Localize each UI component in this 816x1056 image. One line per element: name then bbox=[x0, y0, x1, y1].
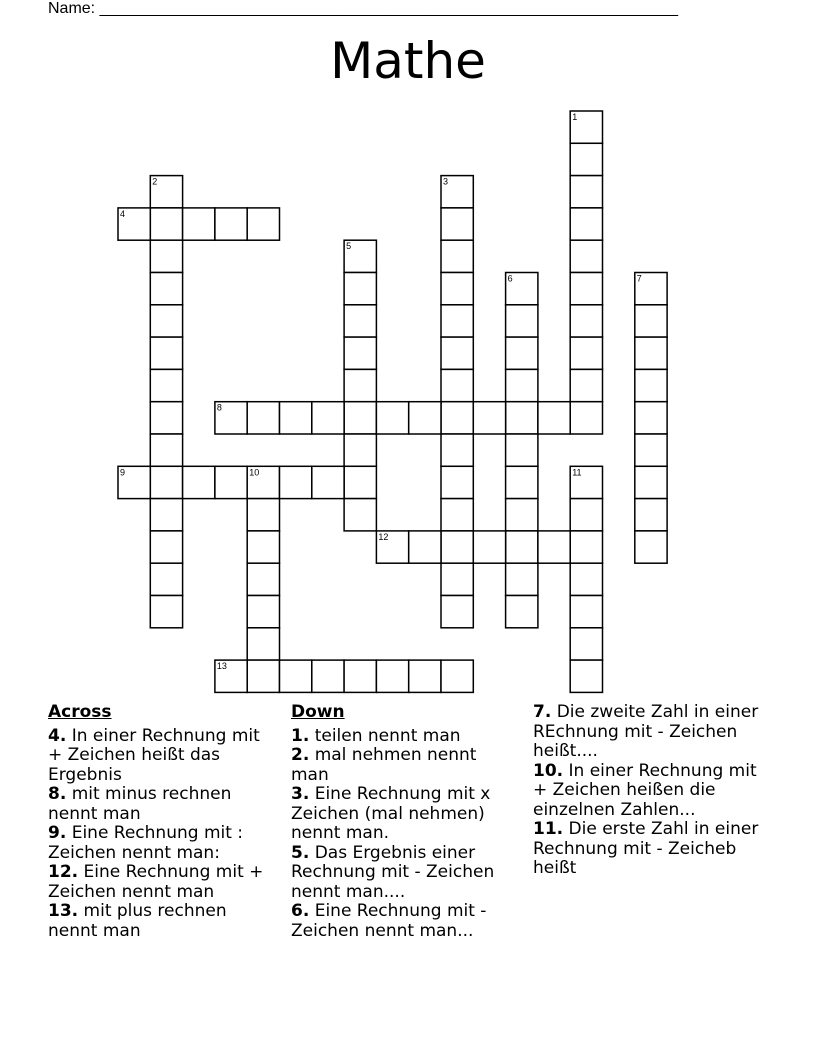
grid-cell[interactable] bbox=[570, 596, 602, 628]
grid-cell[interactable] bbox=[441, 499, 473, 531]
grid-cell[interactable] bbox=[150, 402, 182, 434]
clue-number: 12. bbox=[48, 862, 79, 882]
cell-number: 1 bbox=[572, 112, 578, 122]
clue-number: 13. bbox=[48, 901, 79, 921]
clue-number: 7. bbox=[533, 702, 552, 722]
clue-number: 2. bbox=[291, 745, 310, 765]
clue-down-6 bbox=[291, 902, 516, 941]
grid-cell[interactable] bbox=[570, 402, 602, 434]
cell-number: 5 bbox=[346, 241, 352, 252]
grid-cell[interactable] bbox=[409, 402, 441, 434]
grid-cell[interactable] bbox=[506, 434, 538, 466]
clue-down-3 bbox=[291, 785, 516, 844]
clue-across-8 bbox=[48, 785, 273, 824]
clue-number: 8. bbox=[48, 784, 67, 804]
grid-cell[interactable] bbox=[506, 596, 538, 628]
grid-cell[interactable] bbox=[570, 111, 602, 143]
grid-cell[interactable] bbox=[570, 208, 602, 240]
grid-cell[interactable] bbox=[280, 402, 312, 434]
grid-cell[interactable] bbox=[312, 402, 344, 434]
grid-cell[interactable] bbox=[312, 660, 344, 692]
grid-cell[interactable] bbox=[538, 531, 570, 563]
clue-number: 1. bbox=[291, 725, 310, 746]
grid-cell[interactable] bbox=[441, 337, 473, 369]
clue-down-11 bbox=[533, 820, 768, 879]
grid-cell[interactable] bbox=[312, 466, 344, 498]
clue-text: Eine Rechnung mit x Zeichen (mal nehmen) nennt man. bbox=[291, 784, 491, 843]
clue-text: Eine Rechnung mit : Zeichen nennt man: bbox=[48, 823, 244, 863]
grid-cell[interactable] bbox=[150, 337, 182, 369]
clue-text: Die zweite Zahl in einer REchnung mit - Zeichen heißt.... bbox=[533, 702, 759, 761]
down-clues-continued bbox=[533, 703, 768, 879]
cell-number: 7 bbox=[636, 273, 642, 284]
grid-cell[interactable] bbox=[538, 402, 570, 434]
grid-cell[interactable] bbox=[635, 369, 667, 401]
grid-cell[interactable] bbox=[344, 337, 376, 369]
grid-cell[interactable] bbox=[150, 596, 182, 628]
grid-cell[interactable] bbox=[150, 531, 182, 563]
grid-cell[interactable] bbox=[506, 305, 538, 337]
grid-cell[interactable] bbox=[635, 499, 667, 531]
grid-cell[interactable] bbox=[506, 466, 538, 498]
grid-cell[interactable] bbox=[150, 240, 182, 272]
clue-across-12 bbox=[48, 863, 273, 902]
grid-cell[interactable] bbox=[344, 466, 376, 498]
cell-number: 10 bbox=[249, 467, 260, 478]
grid-cell[interactable] bbox=[183, 466, 215, 498]
clue-number: 10. bbox=[533, 760, 564, 781]
down-clues bbox=[291, 703, 516, 941]
clue-down-1 bbox=[291, 727, 516, 747]
grid-cell[interactable] bbox=[441, 402, 473, 434]
grid-cell[interactable] bbox=[473, 402, 505, 434]
grid-cell[interactable] bbox=[150, 305, 182, 337]
clue-text: In einer Rechnung mit + Zeichen heißt das Ergebnis bbox=[48, 725, 260, 785]
clue-number: 4. bbox=[48, 725, 67, 746]
clue-text: mit plus rechnen nennt man bbox=[48, 901, 227, 941]
grid-cell[interactable] bbox=[183, 208, 215, 240]
grid-cell[interactable] bbox=[344, 369, 376, 401]
grid-cell[interactable] bbox=[215, 402, 247, 434]
grid-cell[interactable] bbox=[344, 434, 376, 466]
grid-cell[interactable] bbox=[506, 369, 538, 401]
grid-cell[interactable] bbox=[441, 208, 473, 240]
down-heading: Down bbox=[291, 702, 345, 722]
cell-number: 13 bbox=[216, 661, 227, 672]
grid-cell[interactable] bbox=[441, 273, 473, 305]
grid-cell[interactable] bbox=[150, 176, 182, 208]
clue-across-13 bbox=[48, 902, 273, 941]
grid-cell[interactable] bbox=[506, 499, 538, 531]
cell-number: 12 bbox=[378, 531, 389, 542]
grid-cell[interactable] bbox=[570, 563, 602, 595]
grid-cell[interactable] bbox=[247, 499, 279, 531]
grid-cell[interactable] bbox=[344, 305, 376, 337]
grid-cell[interactable] bbox=[150, 466, 182, 498]
grid-cell[interactable] bbox=[506, 273, 538, 305]
grid-cell[interactable] bbox=[441, 176, 473, 208]
grid-cell[interactable] bbox=[247, 208, 279, 240]
grid-cell[interactable] bbox=[441, 369, 473, 401]
grid-cell[interactable] bbox=[150, 208, 182, 240]
grid-cell[interactable] bbox=[150, 369, 182, 401]
grid-cell[interactable] bbox=[441, 660, 473, 692]
name-field-label[interactable]: Name: _________________________________________________________________ bbox=[48, 0, 678, 17]
clue-down-2 bbox=[291, 746, 516, 785]
grid-cell[interactable] bbox=[441, 240, 473, 272]
grid-cell[interactable] bbox=[473, 531, 505, 563]
grid-cell[interactable] bbox=[635, 402, 667, 434]
grid-cell[interactable] bbox=[506, 402, 538, 434]
grid-cell[interactable] bbox=[247, 466, 279, 498]
grid-cell[interactable] bbox=[635, 466, 667, 498]
grid-cell[interactable] bbox=[247, 596, 279, 628]
grid-cell[interactable] bbox=[635, 273, 667, 305]
grid-cell[interactable] bbox=[570, 531, 602, 563]
grid-cell[interactable] bbox=[441, 466, 473, 498]
clue-text: mal nehmen nennt man bbox=[291, 745, 477, 785]
clue-down-10 bbox=[533, 762, 768, 821]
grid-cell[interactable] bbox=[570, 499, 602, 531]
grid-cell[interactable] bbox=[570, 466, 602, 498]
grid-cell[interactable] bbox=[344, 660, 376, 692]
grid-cell[interactable] bbox=[150, 273, 182, 305]
clue-number: 3. bbox=[291, 784, 310, 804]
grid-cell[interactable] bbox=[118, 466, 150, 498]
cell-number: 4 bbox=[120, 208, 126, 219]
grid-cell[interactable] bbox=[280, 660, 312, 692]
cell-number: 2 bbox=[152, 176, 158, 187]
grid-cell[interactable] bbox=[506, 531, 538, 563]
grid-cell[interactable] bbox=[635, 531, 667, 563]
grid-cell[interactable] bbox=[247, 628, 279, 660]
grid-cell[interactable] bbox=[635, 305, 667, 337]
grid-cell[interactable] bbox=[506, 337, 538, 369]
clue-across-9 bbox=[48, 824, 273, 863]
grid-cell[interactable] bbox=[150, 434, 182, 466]
grid-cell[interactable] bbox=[409, 660, 441, 692]
clue-text: Das Ergebnis einer Rechnung mit - Zeichen nennt man.... bbox=[291, 842, 495, 902]
grid-cell[interactable] bbox=[570, 240, 602, 272]
grid-cell[interactable] bbox=[376, 531, 408, 563]
clue-number: 9. bbox=[48, 823, 67, 843]
grid-cell[interactable] bbox=[215, 466, 247, 498]
clue-number: 11. bbox=[533, 819, 564, 839]
grid-cell[interactable] bbox=[376, 402, 408, 434]
grid-cell[interactable] bbox=[570, 660, 602, 692]
grid-cell[interactable] bbox=[441, 305, 473, 337]
grid-cell[interactable] bbox=[376, 660, 408, 692]
grid-cell[interactable] bbox=[570, 337, 602, 369]
cell-number: 9 bbox=[120, 467, 126, 478]
clue-text: Die erste Zahl in einer Rechnung mit - Zeicheb heißt bbox=[533, 819, 759, 878]
grid-cell[interactable] bbox=[150, 563, 182, 595]
grid-cell[interactable] bbox=[441, 531, 473, 563]
clue-text: Eine Rechnung mit + Zeichen nennt man bbox=[48, 862, 264, 902]
grid-cell[interactable] bbox=[215, 208, 247, 240]
clue-text: Eine Rechnung mit - Zeichen nennt man... bbox=[291, 901, 487, 941]
cell-number: 3 bbox=[443, 176, 449, 187]
clue-text: In einer Rechnung mit + Zeichen heißen die einzelnen Zahlen... bbox=[533, 760, 757, 820]
grid-cell[interactable] bbox=[570, 305, 602, 337]
grid-cell[interactable] bbox=[247, 660, 279, 692]
page-title: Mathe bbox=[330, 32, 486, 90]
cell-number: 8 bbox=[216, 402, 222, 413]
grid-cell[interactable] bbox=[344, 402, 376, 434]
clue-down-5 bbox=[291, 844, 516, 903]
grid-cell[interactable] bbox=[118, 208, 150, 240]
grid-cell[interactable] bbox=[280, 466, 312, 498]
clue-across-4 bbox=[48, 727, 273, 786]
grid-cell[interactable] bbox=[441, 434, 473, 466]
grid-cell[interactable] bbox=[409, 531, 441, 563]
grid-cell[interactable] bbox=[344, 499, 376, 531]
clue-number: 5. bbox=[291, 842, 310, 863]
grid-cell[interactable] bbox=[150, 499, 182, 531]
clue-number: 6. bbox=[291, 901, 310, 921]
cell-number: 6 bbox=[507, 273, 513, 284]
grid-cell[interactable] bbox=[570, 369, 602, 401]
clue-text: teilen nennt man bbox=[314, 725, 461, 746]
grid-cell[interactable] bbox=[635, 337, 667, 369]
across-clues bbox=[48, 703, 273, 941]
grid-cell[interactable] bbox=[344, 240, 376, 272]
grid-cell[interactable] bbox=[570, 143, 602, 175]
grid-cell[interactable] bbox=[441, 596, 473, 628]
grid-cell[interactable] bbox=[570, 176, 602, 208]
grid-cell[interactable] bbox=[344, 273, 376, 305]
grid-cell[interactable] bbox=[215, 660, 247, 692]
across-heading: Across bbox=[48, 702, 112, 722]
grid-cell[interactable] bbox=[247, 402, 279, 434]
grid-cell[interactable] bbox=[635, 434, 667, 466]
grid-cell[interactable] bbox=[247, 531, 279, 563]
grid-cell[interactable] bbox=[506, 563, 538, 595]
cell-number: 11 bbox=[572, 467, 582, 478]
grid-cell[interactable] bbox=[570, 273, 602, 305]
grid-cell[interactable] bbox=[247, 563, 279, 595]
clue-text: mit minus rechnen nennt man bbox=[48, 784, 232, 824]
grid-cell[interactable] bbox=[441, 563, 473, 595]
clue-down-7 bbox=[533, 703, 768, 762]
grid-cell[interactable] bbox=[570, 628, 602, 660]
